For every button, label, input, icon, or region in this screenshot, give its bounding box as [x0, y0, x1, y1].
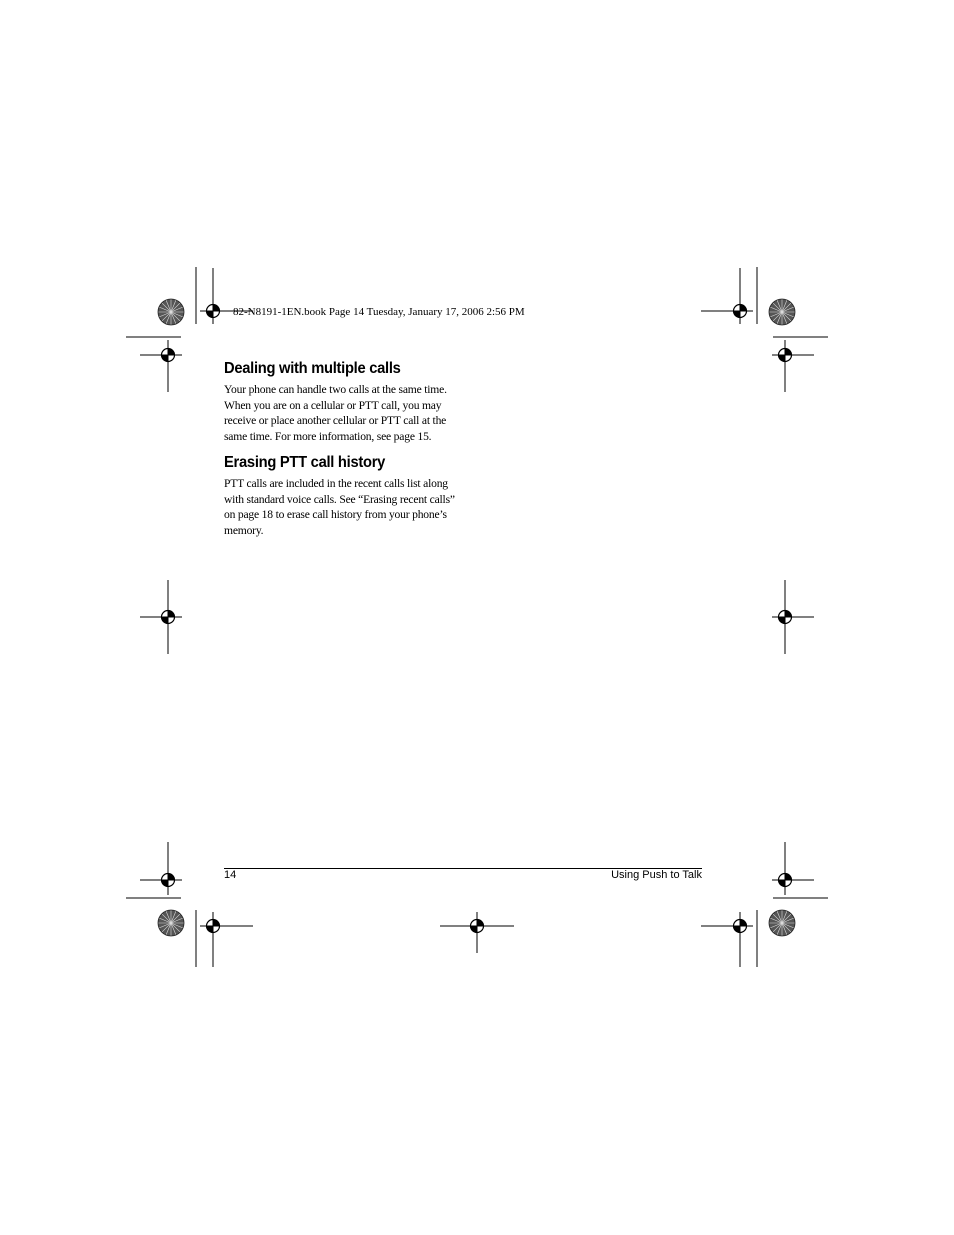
registration-target-icon	[772, 580, 814, 654]
registration-target-icon	[701, 268, 753, 324]
book-header: 82-N8191-1EN.book Page 14 Tuesday, January 17, 2006 2:56 PM	[233, 306, 525, 318]
page-content	[224, 360, 456, 548]
page-number: 14	[224, 869, 237, 881]
starburst-icon	[158, 299, 184, 325]
starburst-icon	[158, 910, 184, 936]
section-heading: Erasing PTT call history	[224, 454, 386, 471]
registration-target-icon	[701, 912, 753, 967]
starburst-icon	[769, 299, 795, 325]
section-body: Your phone can handle two calls at the same time. When you are on a cellular or PTT call, you may receive or place another cellular or PTT call at the same time. For more information, see page 15.	[224, 383, 447, 443]
starburst-icon	[769, 910, 795, 936]
registration-target-icon	[140, 580, 182, 654]
chapter-title: Using Push to Talk	[611, 869, 702, 881]
registration-target-icon	[140, 842, 182, 895]
registration-target-icon	[440, 912, 514, 953]
registration-target-icon	[200, 912, 253, 967]
section-body: PTT calls are included in the recent calls list along with standard voice calls. See “Erasing recent calls” on page 18 to erase call history from your phone’s memory.	[224, 477, 455, 537]
registration-target-icon	[140, 340, 182, 392]
registration-target-icon	[772, 340, 814, 392]
section-heading: Dealing with multiple calls	[224, 360, 401, 377]
registration-target-icon	[772, 842, 814, 895]
